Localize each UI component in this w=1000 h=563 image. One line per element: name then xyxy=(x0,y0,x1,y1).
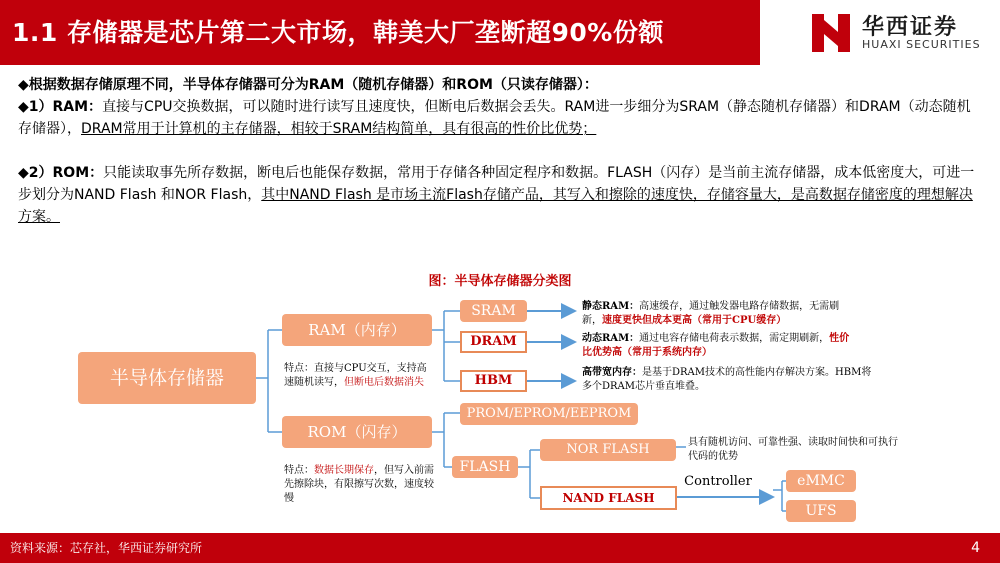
ram-connector xyxy=(432,311,460,381)
footer-bar xyxy=(0,533,1000,563)
ram-lead: ◆1）RAM： xyxy=(18,99,103,115)
node-rom: ROM（闪存） xyxy=(282,416,432,448)
sram-note: 静态RAM：高速缓存，通过触发器电路存储数据，无需刷新，速度更快但成本更高（常用于CPU缓存） xyxy=(582,301,840,326)
figure-title: 图：半导体存储器分类图 xyxy=(428,274,572,289)
node-semiconductor-memory: 半导体存储器 xyxy=(78,352,256,404)
ram-underlined: DRAM常用于计算机的主存储器，相较于SRAM结构简单，具有很高的性价比优势； xyxy=(81,121,597,137)
root-connector xyxy=(256,330,282,432)
hbm-note: 高带宽内存：是基于DRAM技术的高性能内存解决方案。HBM将多个DRAM芯片垂直堆叠。 xyxy=(582,367,872,392)
node-ram: RAM（内存） xyxy=(282,314,432,346)
rom-text: 只能读取事先所存数据，断电后也能保存数据，常用于存储各种固定程序和数据。FLASH（闪存）是当前主流存储器，成本低密度大，可进一步划分为NAND Flash 和NOR Flash， xyxy=(18,165,975,203)
node-nand-flash: NAND FLASH xyxy=(540,486,677,510)
node-nor-flash: NOR FLASH xyxy=(540,439,676,461)
node-prom: PROM/EPROM/EEPROM xyxy=(460,403,638,425)
ram-text: 直接与CPU交换数据，可以随时进行读写且速度快，但断电后数据会丢失。RAM进一步细分为SRAM（静态随机存储器）和DRAM（动态随机存储器）， xyxy=(18,99,971,137)
page-number: 4 xyxy=(971,540,980,556)
node-flash: FLASH xyxy=(452,456,518,478)
dram-note: 动态RAM：通过电容存储电荷表示数据，需定期刷新，性价比优势高（常用于系统内存） xyxy=(582,333,850,358)
ram-note: 特点：直接与CPU交互，支持高速随机读写，但断电后数据消失 xyxy=(284,363,427,388)
nor-note: 具有随机访问、可靠性强、读取时间快和可执行代码的优势 xyxy=(688,437,898,462)
node-ufs: UFS xyxy=(786,500,856,522)
node-emmc: eMMC xyxy=(786,470,856,492)
logo-text-cn: 华西证券 xyxy=(862,15,959,40)
page-title: 1.1 存储器是芯片第二大市场，韩美大厂垄断超90%份额 xyxy=(12,18,664,47)
node-hbm: HBM xyxy=(460,370,527,392)
label-controller: Controller xyxy=(684,474,752,489)
rom-underlined: 其中NAND Flash 是市场主流Flash存储产品，其写入和擦除的速度快，存储容量大，是高数据存储密度的理想解决方案。 xyxy=(18,187,973,225)
rom-note: 特点：数据长期保存，但写入前需先擦除块，有限擦写次数，速度较慢 xyxy=(284,465,434,504)
node-sram: SRAM xyxy=(460,300,527,322)
rom-lead: ◆2）ROM： xyxy=(18,165,104,181)
source-note: 资料来源：芯存社，华西证券研究所 xyxy=(10,541,203,555)
logo-text-en: HUAXI SECURITIES xyxy=(862,38,981,51)
flash-connector xyxy=(518,450,540,498)
intro-line: ◆根据数据存储原理不同，半导体存储器可分为RAM（随机存储器）和ROM（只读存储器）： xyxy=(18,77,598,93)
node-dram: DRAM xyxy=(460,331,527,353)
controller-connector xyxy=(773,481,786,511)
